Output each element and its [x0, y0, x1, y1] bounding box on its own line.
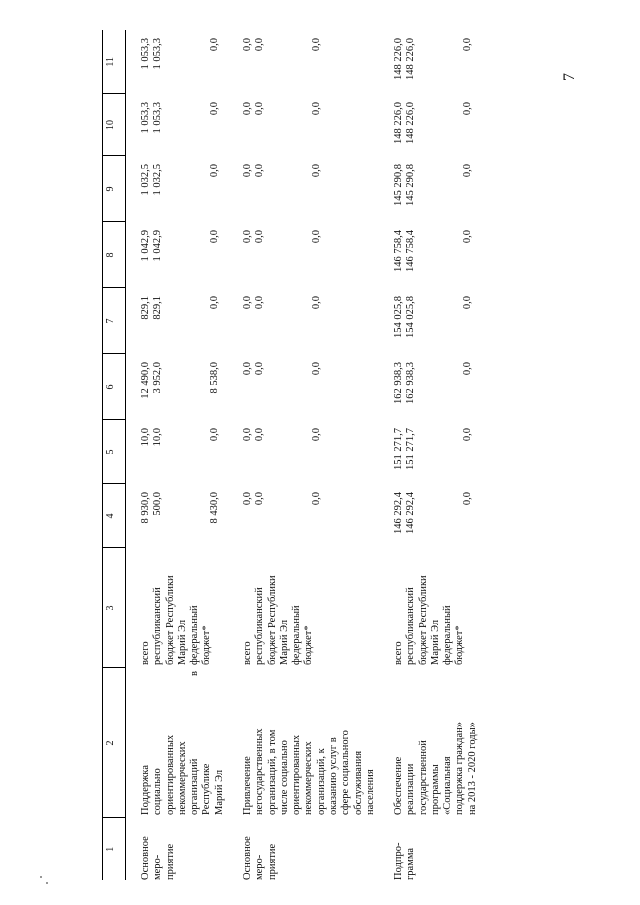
col-header: 9: [103, 156, 126, 222]
value-cell: 148 226,0 148 226,0 0,0: [393, 102, 473, 144]
value-cell: 0,0 0,0 0,0: [241, 38, 322, 52]
value-cell: 162 938,3 162 938,3 0,0: [393, 362, 473, 404]
col-header: 5: [103, 420, 126, 484]
value-cell: 1 032,5 1 032,5 0,0: [140, 164, 220, 196]
value-cell: 0,0 0,0 0,0: [241, 492, 322, 506]
col-header: 7: [103, 288, 126, 354]
row-title: Привлечение негосударственных организаций, в том числе социально ориентированных некоммерческих организаций, к оказанию услуг в сфере социального обслуживания населения: [241, 728, 376, 815]
value-cell: 829,1 829,1 0,0: [140, 296, 220, 320]
rotated-table-region: [102, 30, 622, 880]
col-header: 1: [105, 846, 116, 852]
value-cell: 1 042,9 1 042,9 0,0: [140, 230, 220, 262]
row-type: Подпро- грамма: [393, 842, 417, 880]
value-cell: 0,0 0,0 0,0: [241, 230, 322, 244]
table-row: [228, 30, 379, 880]
value-cell: 146 292,4 146 292,4 0,0: [393, 492, 473, 534]
col-header: 8: [103, 222, 126, 288]
value-cell: 0,0 0,0 0,0: [241, 296, 322, 310]
value-cell: 0,0 0,0 0,0: [241, 428, 322, 442]
value-cell: 1 053,3 1 053,3 0,0: [140, 102, 220, 134]
column-number-row: [103, 30, 126, 880]
value-cell: 145 290,8 145 290,8 0,0: [393, 164, 473, 206]
funding-sources: всего республиканский бюджет Республики Марий Эл федеральный бюджет*: [241, 575, 315, 665]
col-header: 10: [103, 94, 126, 156]
funding-sources: всего республиканский бюджет Республики Марий Эл федеральный бюджет*: [393, 575, 466, 665]
value-cell: 12 490,0 3 952,0 8 538,0: [140, 362, 220, 399]
row-title: Обеспечение реализации государственной программы «Социальная поддержка граждан» на 2013 - 2020 годы»: [393, 722, 478, 815]
row-title: Поддержка социально ориентированных некоммерческих организаций в Республике Марий Эл: [140, 671, 225, 815]
value-cell: 8 930,0 500,0 8 430,0: [140, 492, 220, 524]
value-cell: 148 226,0 148 226,0 0,0: [393, 38, 473, 80]
value-cell: 10,0 10,0 0,0: [140, 428, 220, 447]
row-type: Основное меро- приятие: [241, 836, 278, 880]
table-row: [379, 30, 481, 880]
col-header: 11: [103, 30, 126, 94]
value-cell: 0,0 0,0 0,0: [241, 362, 322, 376]
col-header: 4: [103, 484, 126, 548]
value-cell: 0,0 0,0 0,0: [241, 164, 322, 178]
scan-artifact: [40, 876, 42, 878]
row-type: Основное меро- приятие: [140, 836, 176, 880]
page-number: 7: [561, 73, 578, 81]
col-header: 3: [103, 548, 126, 668]
value-cell: 0,0 0,0 0,0: [241, 102, 322, 116]
col-header: 2: [103, 668, 126, 818]
funding-sources: всего республиканский бюджет Республики Марий Эл федеральный бюджет*: [140, 575, 213, 665]
scan-artifact: [46, 882, 48, 884]
value-cell: 151 271,7 151 271,7 0,0: [393, 428, 473, 470]
value-cell: 146 758,4 146 758,4 0,0: [393, 230, 473, 272]
col-header: 6: [103, 354, 126, 420]
budget-table: [102, 30, 481, 880]
table-row: [126, 30, 228, 880]
value-cell: 1 053,3 1 053,3 0,0: [140, 38, 220, 70]
value-cell: 154 025,8 154 025,8 0,0: [393, 296, 473, 338]
